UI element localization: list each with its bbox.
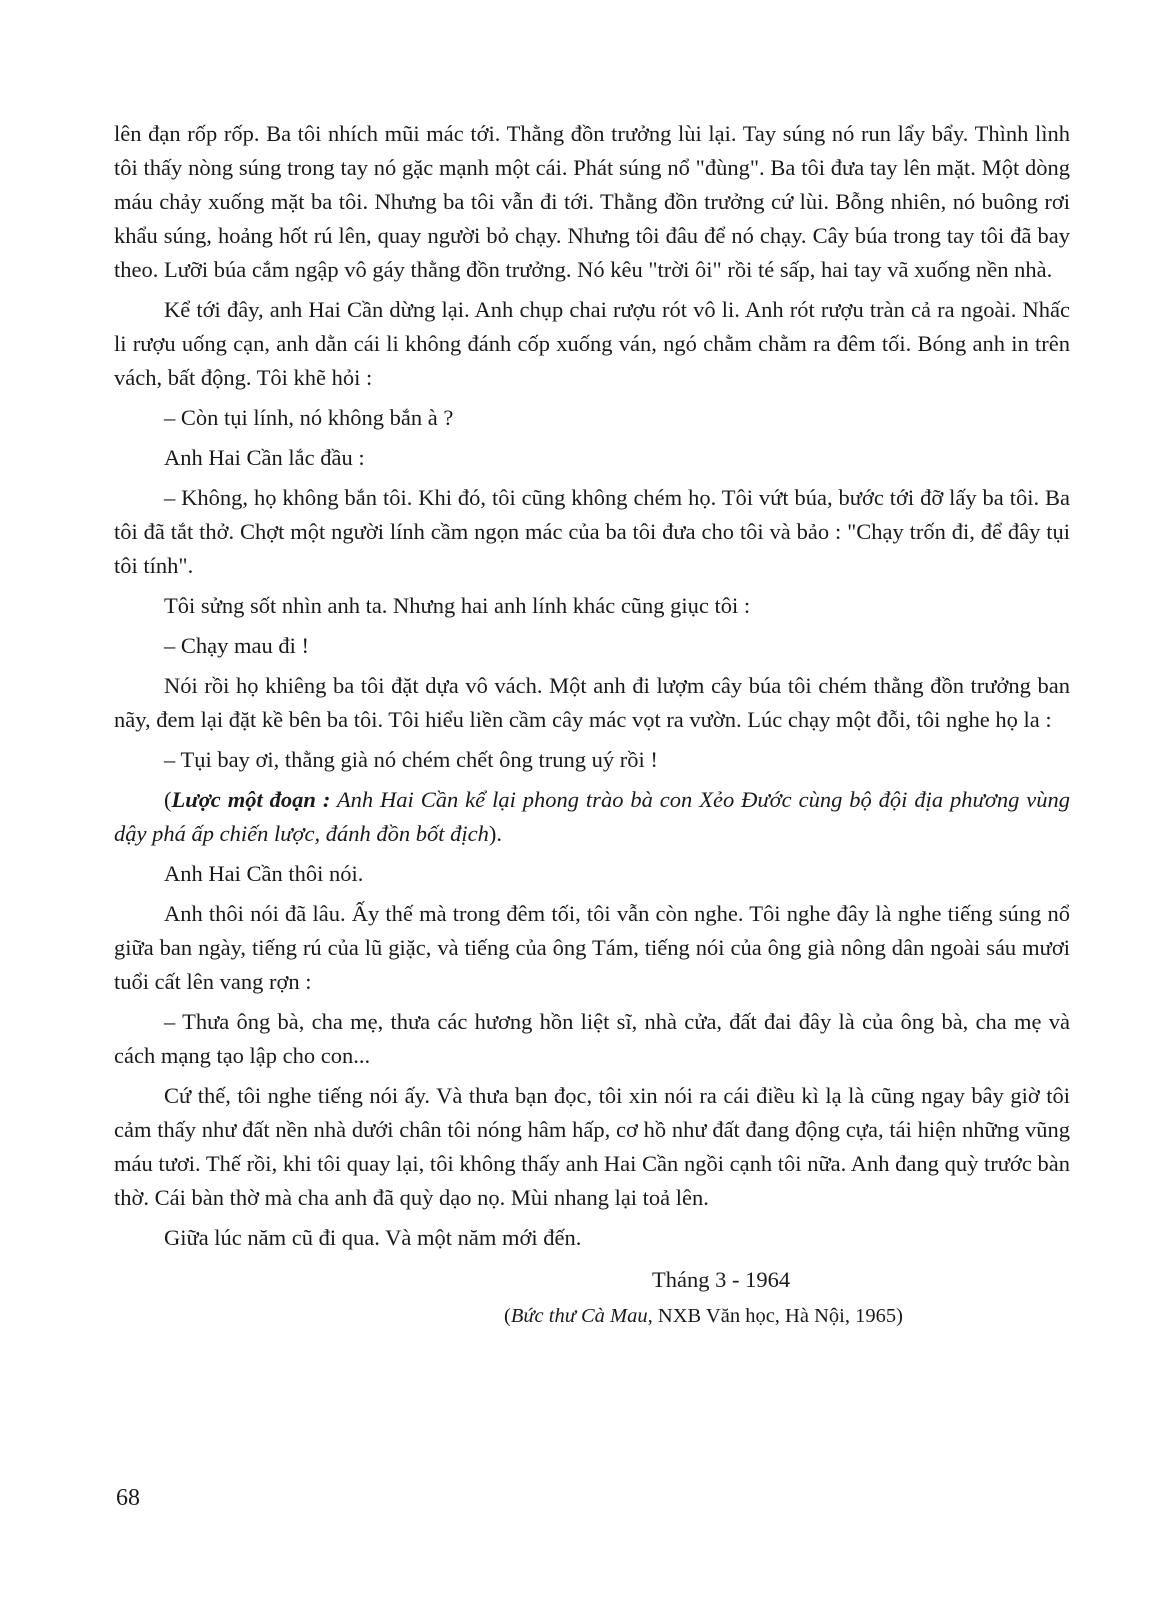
paragraph: Cứ thế, tôi nghe tiếng nói ấy. Và thưa bạn đọc, tôi xin nói ra cái điều kì lạ là cũng ngay bây giờ tôi cảm thấy như đất nền nhà dưới chân tôi nóng hâm hấp, cơ hồ như đất đang động cựa, tái hiện những vũng máu tươi. Thế rồi, khi tôi quay lại, tôi không thấy anh Hai Cần ngồi cạnh tôi nữa. Anh đang quỳ trước bàn thờ. Cái bàn thờ mà cha anh đã quỳ dạo nọ. Mùi nhang lại toả lên. xyxy=(114,1083,1070,1210)
dialogue-line: – Không, họ không bắn tôi. Khi đó, tôi cũng không chém họ. Tôi vứt búa, bước tới đỡ lấy ba tôi. Ba tôi đã tắt thở. Chợt một người lính cầm ngọn mác của ba tôi đưa cho tôi và bảo : "Chạy trốn đi, để đây tụi tôi tính". xyxy=(114,485,1070,578)
paragraph: Anh Hai Cần lắc đầu : xyxy=(164,445,365,470)
dialogue-line: – Còn tụi lính, nó không bắn à ? xyxy=(164,405,454,430)
paragraph: Anh Hai Cần thôi nói. xyxy=(164,861,364,886)
paragraph: Nói rồi họ khiêng ba tôi đặt dựa vô vách. Một anh đi lượm cây búa tôi chém thằng đồn trưởng ban nãy, đem lại đặt kề bên ba tôi. Tôi hiểu liền cầm cây mác vọt ra vườn. Lúc chạy một đỗi, tôi nghe họ la : xyxy=(114,673,1070,732)
dialogue-line: – Chạy mau đi ! xyxy=(164,633,309,658)
paragraph: lên đạn rốp rốp. Ba tôi nhích mũi mác tới. Thằng đồn trưởng lùi lại. Tay súng nó run lẩy bẩy. Thình lình tôi thấy nòng súng trong tay nó gặc mạnh một cái. Phát súng nổ "đùng". Ba tôi đưa tay lên mặt. Một dòng máu chảy xuống mặt ba tôi. Nhưng ba tôi vẫn đi tới. Thằng đồn trưởng cứ lùi. Bỗng nhiên, nó buông rơi khẩu súng, hoảng hốt rú lên, quay người bỏ chạy. Nhưng tôi đâu để nó chạy. Cây búa trong tay tôi đã bay theo. Lưỡi búa cắm ngập vô gáy thằng đồn trưởng. Nó kêu "trời ôi" rồi té sấp, hai tay vã xuống nền nhà. xyxy=(114,121,1070,282)
dialogue-line: – Thưa ông bà, cha mẹ, thưa các hương hồn liệt sĩ, nhà cửa, đất đai đây là của ông bà, cha mẹ và cách mạng tạo lập cho con... xyxy=(114,1009,1070,1068)
paragraph: Anh thôi nói đã lâu. Ấy thế mà trong đêm tối, tôi vẫn còn nghe. Tôi nghe đây là nghe tiếng súng nổ giữa ban ngày, tiếng rú của lũ giặc, và tiếng của ông Tám, tiếng nói của ông già nông dân ngoài sáu mươi tuổi cất lên vang rợn : xyxy=(114,901,1070,994)
date-line: Tháng 3 - 1964 xyxy=(652,1267,791,1292)
omission-note xyxy=(114,783,1070,851)
paragraph: Kể tới đây, anh Hai Cần dừng lại. Anh chụp chai rượu rót vô li. Anh rót rượu tràn cả ra ngoài. Nhấc li rượu uống cạn, anh dằn cái li không đánh cốp xuống ván, ngó chằm chằm ra đêm tối. Bóng anh in trên vách, bất động. Tôi khẽ hỏi : xyxy=(114,297,1070,390)
omission-label: Lược một đoạn : xyxy=(171,787,331,812)
omission-close: ). xyxy=(488,821,502,846)
omission-open: ( xyxy=(164,787,172,812)
source-citation xyxy=(114,1299,1070,1333)
source-title: Bức thư Cà Mau xyxy=(510,1305,648,1327)
paragraph: Tôi sửng sốt nhìn anh ta. Nhưng hai anh lính khác cũng giục tôi : xyxy=(164,593,751,618)
dialogue-line: – Tụi bay ơi, thằng già nó chém chết ông trung uý rồi ! xyxy=(164,747,658,772)
source-open: ( xyxy=(504,1305,511,1327)
omission-text: Anh Hai Cần kể lại phong trào bà con Xẻo Đước cùng bộ đội địa phương vùng dậy phá ấp chiến lược, đánh đồn bốt địch xyxy=(114,787,1070,846)
paragraph: Giữa lúc năm cũ đi qua. Và một năm mới đến. xyxy=(164,1225,582,1250)
document-body xyxy=(114,117,1070,1339)
source-rest: , NXB Văn học, Hà Nội, 1965) xyxy=(647,1305,903,1327)
page-number: 68 xyxy=(116,1485,140,1511)
